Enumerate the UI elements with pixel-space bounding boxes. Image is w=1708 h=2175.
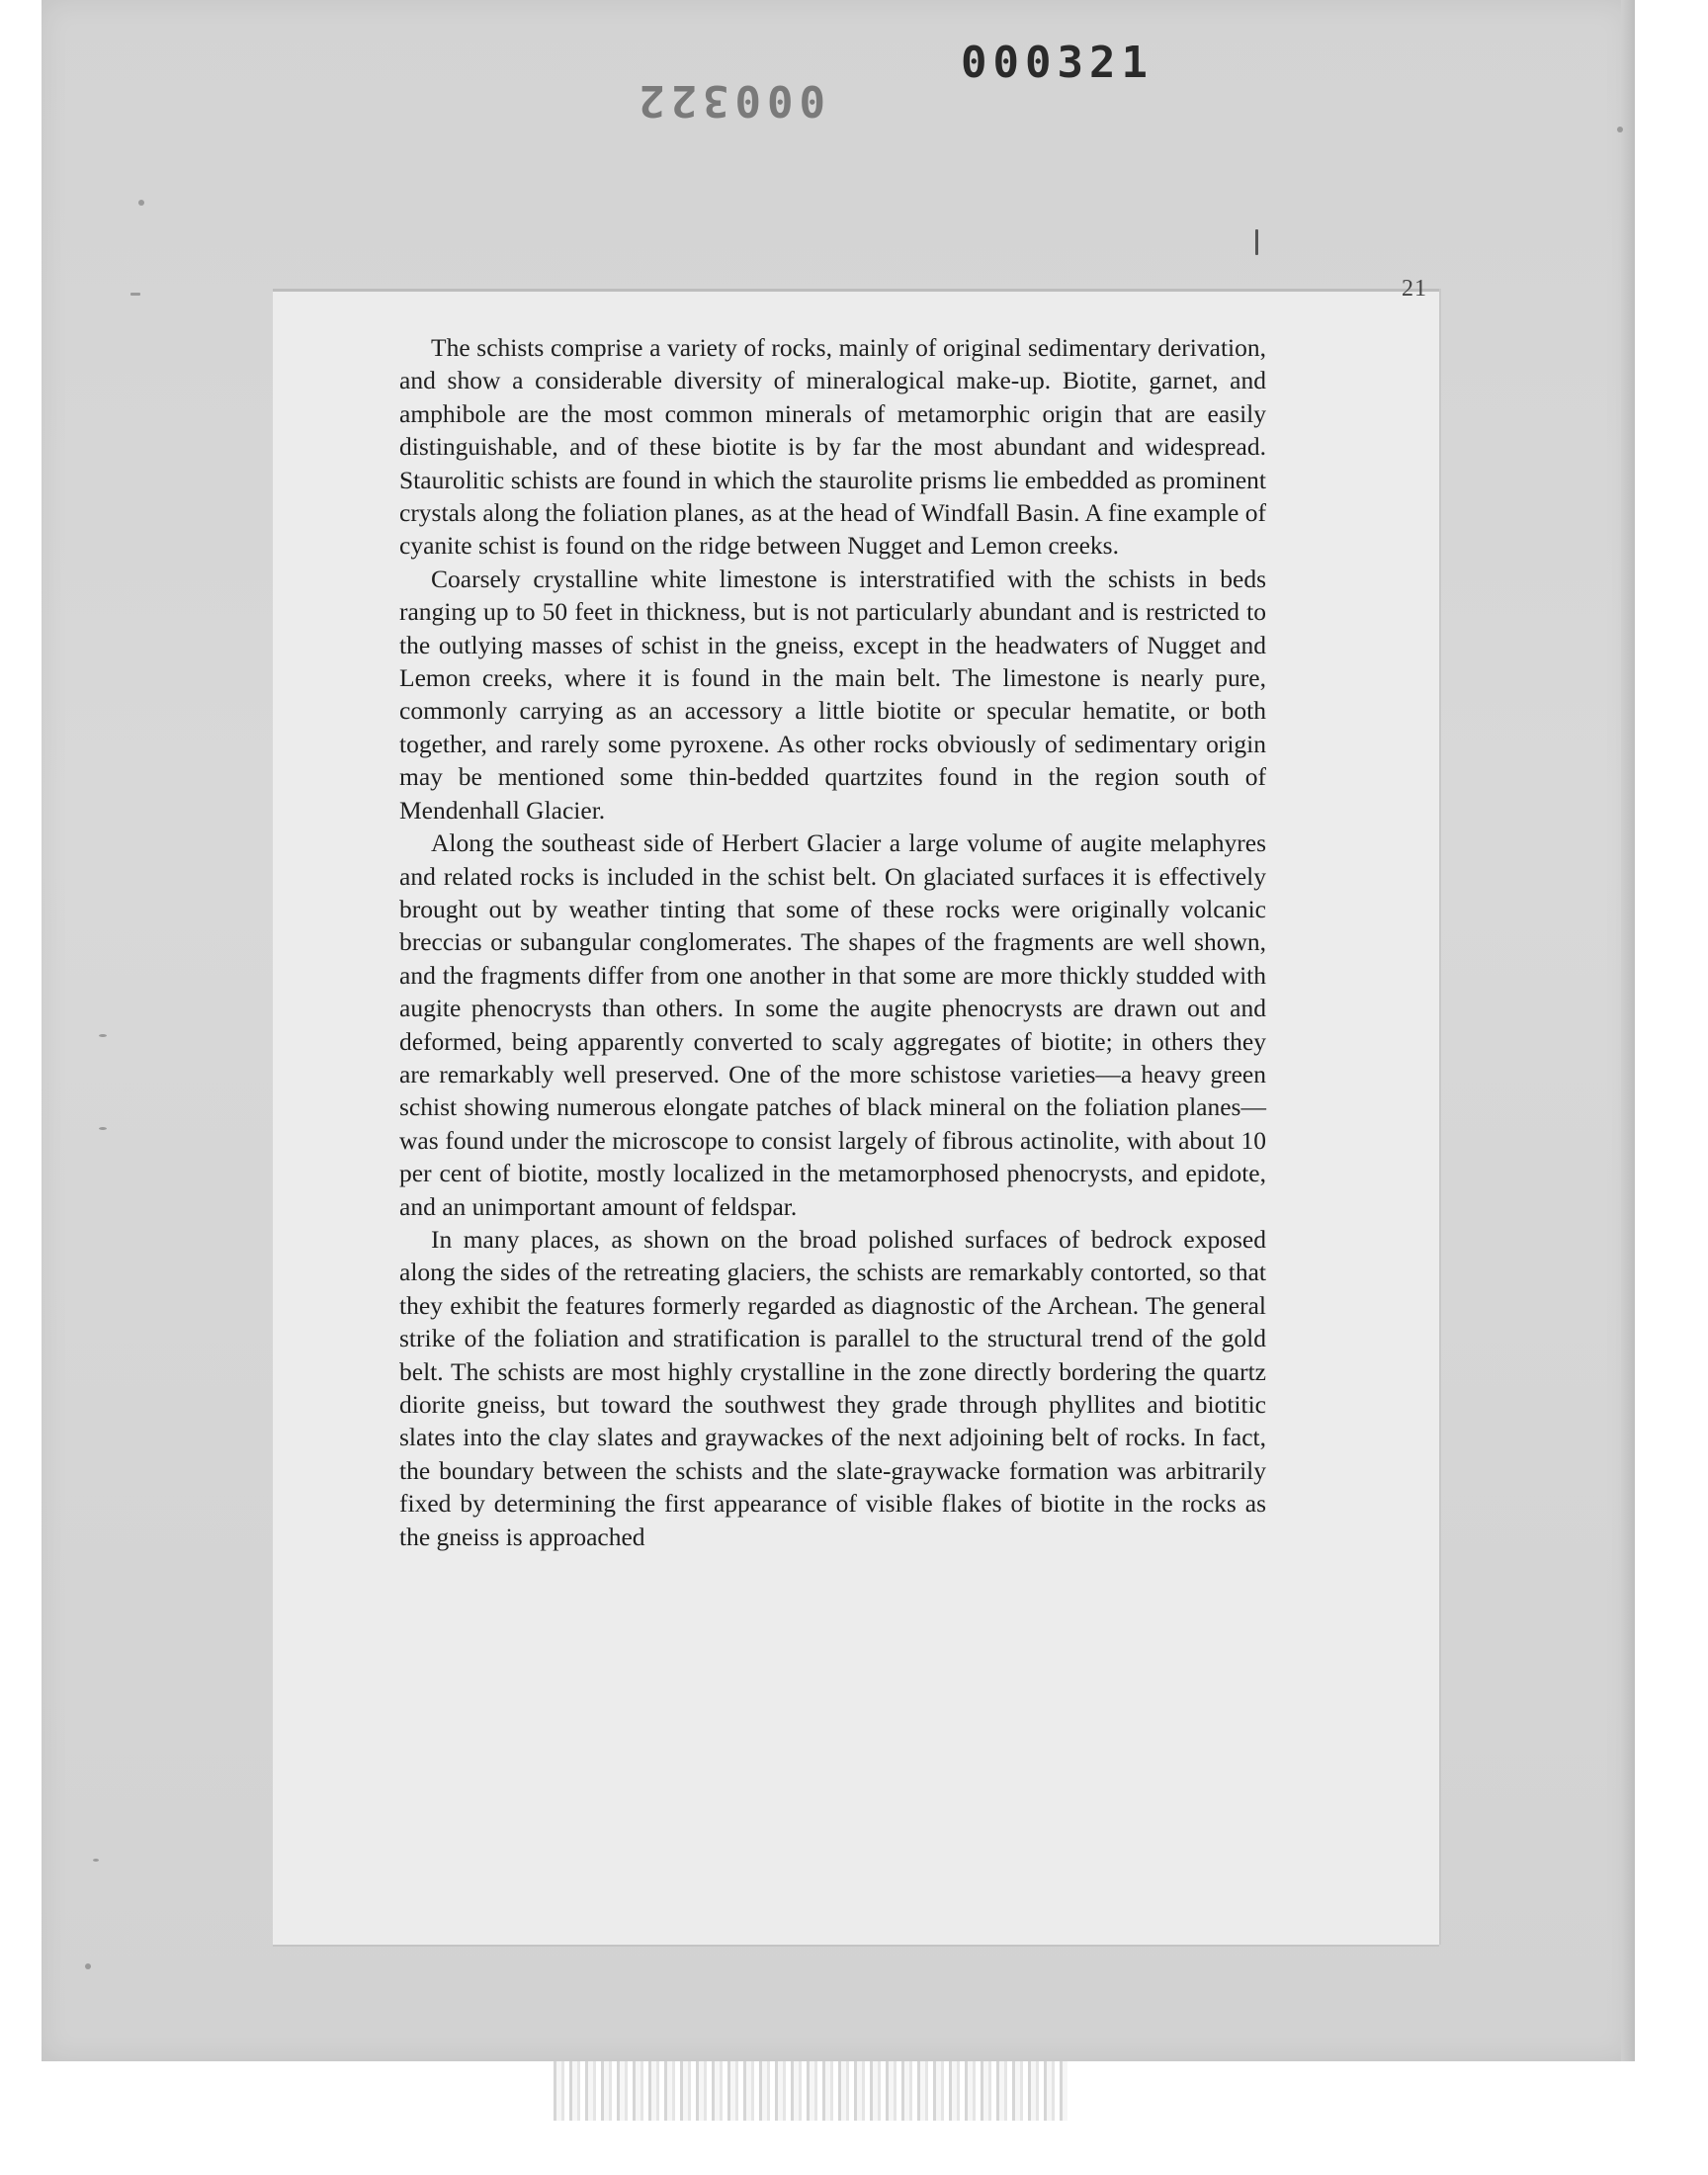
paragraph: Along the southeast side of Herbert Glacier a large volume of augite melaphyres and related rocks is included in the schist belt. On glaciated surfaces it is effectively brought out by weather tinting that some of these rocks were originally volcanic breccias or subangular conglomerates. The shapes of the fragments are well shown, and the fragments differ from one another in that some are more thickly studded with augite phenocrysts than others. In some the augite phenocrysts are drawn out and deformed, being apparently converted to scaly aggregates of biotite; in others they are remarkably well preserved. One of the more schistose varieties—a heavy green schist showing numerous elongate patches of black mineral on the foliation planes—was found under the microscope to consist largely of fibrous actinolite, with about 10 per cent of biotite, mostly localized in the metamorphosed phenocrysts, and epidote, and an unimportant amount of feldspar. bbox=[399, 828, 1266, 1221]
speck bbox=[99, 1127, 107, 1130]
page-number: 21 bbox=[1402, 276, 1427, 302]
paragraph: Coarsely crystalline white limestone is interstratified with the schists in beds ranging up to 50 feet in thickness, but is not particularly abundant and is restricted to the outlying masses of schist in the gneiss, except in the headwaters of Nugget and Lemon creeks, where it is found in the main belt. The limestone is nearly pure, commonly carrying as an accessory a little biotite or specular hematite, or both together, and rarely some pyroxene. As other rocks obviously of sedimentary origin may be mentioned some thin-bedded quartzites found in the region south of Mendenhall Glacier. bbox=[399, 564, 1266, 825]
speck bbox=[138, 200, 144, 206]
mark bbox=[1255, 229, 1258, 255]
body-text bbox=[399, 331, 1266, 1553]
speck bbox=[93, 1859, 99, 1862]
page-sheet bbox=[273, 276, 1439, 1945]
backing-sheet-edge bbox=[1621, 0, 1635, 2061]
scanner-streaks bbox=[554, 2061, 1068, 2121]
bates-stamp-mirrored: 000322 bbox=[633, 75, 825, 126]
paragraph: In many places, as shown on the broad polished surfaces of bedrock exposed along the sides of the retreating glaciers, the schists are remarkably contorted, so that they exhibit the features formerly regarded as diagnostic of the Archean. The general strike of the foliation and stratification is parallel to the structural trend of the gold belt. The schists are most highly crystalline in the zone directly bordering the quartz diorite gneiss, but toward the southwest they grade through phyllites and biotitic slates into the clay slates and graywackes of the next adjoining belt of rocks. In fact, the boundary between the schists and the slate-graywacke formation was arbitrarily fixed by determining the first appearance of visible flakes of biotite in the rocks as the gneiss is approached bbox=[399, 1224, 1266, 1551]
speck bbox=[130, 293, 140, 296]
speck bbox=[99, 1034, 107, 1037]
paragraph: The schists comprise a variety of rocks, mainly of original sedimentary derivation, and show a considerable diversity of mineralogical make-up. Biotite, garnet, and amphibole are the most common minerals of metamorphic origin that are easily distinguishable, and of these biotite is by far the most abundant and widespread. Staurolitic schists are found in which the staurolite prisms lie embedded as prominent crystals along the foliation planes, as at the head of Windfall Basin. A fine example of cyanite schist is found on the ridge between Nugget and Lemon creeks. bbox=[399, 333, 1266, 561]
speck bbox=[85, 1963, 91, 1969]
speck bbox=[1617, 127, 1623, 132]
bates-stamp: 000321 bbox=[961, 38, 1153, 88]
